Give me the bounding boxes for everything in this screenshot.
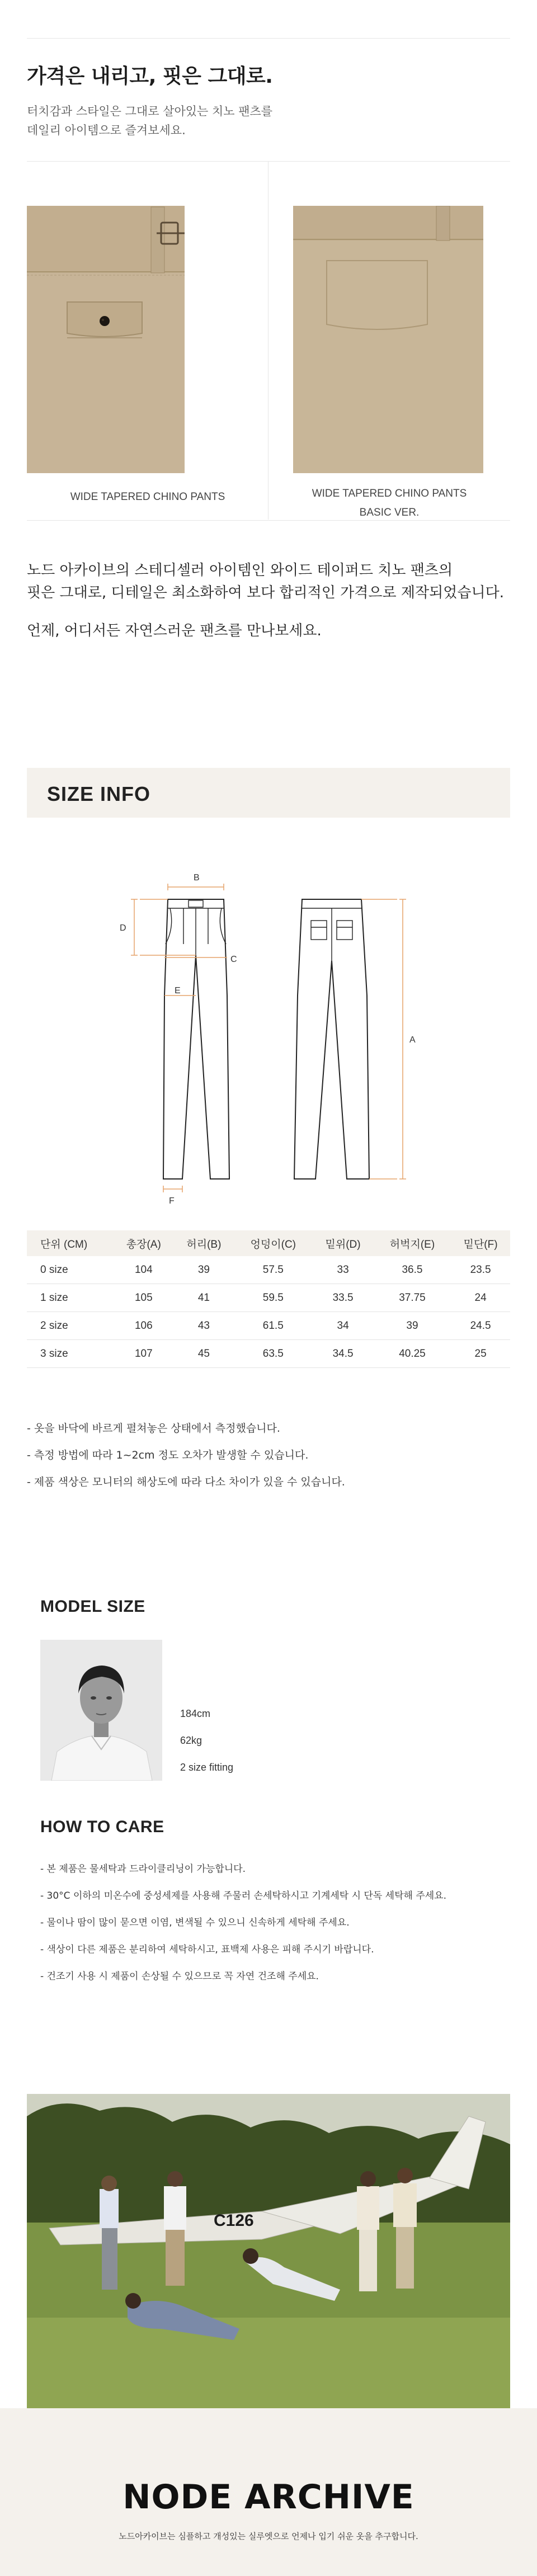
model-size-heading: MODEL SIZE xyxy=(40,1597,145,1616)
note-item: - 제품 색상은 모니터의 해상도에 따라 다소 차이가 있을 수 있습니다. xyxy=(27,1476,345,1488)
size-table-header-row xyxy=(27,1230,510,1256)
size-table-header: 허리(B) xyxy=(174,1230,234,1256)
table-cell: 63.5 xyxy=(234,1340,312,1368)
measurement-notes xyxy=(27,1415,345,1495)
table-row xyxy=(27,1340,510,1368)
table-cell: 43 xyxy=(174,1312,234,1340)
table-cell: 107 xyxy=(114,1340,174,1368)
chino-detail-photo-pocket xyxy=(27,206,185,473)
top-divider xyxy=(27,38,510,39)
page-title: 가격은 내리고, 핏은 그대로. xyxy=(27,65,273,88)
size-table-header: 밑위(D) xyxy=(312,1230,373,1256)
table-cell: 3 size xyxy=(27,1340,114,1368)
intro-subtitle-line: 터치감과 스타일은 그대로 살아있는 치노 팬츠를 xyxy=(27,105,273,118)
care-item: - 건조기 사용 시 제품이 손상될 수 있으므로 꼭 자연 건조해 주세요. xyxy=(40,1971,319,1982)
table-cell: 57.5 xyxy=(234,1256,312,1284)
table-cell: 23.5 xyxy=(451,1256,510,1284)
size-table-header: 허벅지(E) xyxy=(374,1230,451,1256)
comparison-caption xyxy=(268,484,510,522)
section-divider xyxy=(27,520,510,521)
table-cell: 41 xyxy=(174,1284,234,1312)
size-table xyxy=(27,1230,510,1368)
model-weight: 62kg xyxy=(180,1735,202,1746)
chino-detail-photo-basic xyxy=(293,206,483,473)
table-cell: 0 size xyxy=(27,1256,114,1284)
diagram-label-e: E xyxy=(175,986,181,996)
description-line: 노드 아카이브의 스테디셀러 아이템인 와이드 테이퍼드 치노 팬츠의 xyxy=(27,562,453,579)
comparison-caption-line: BASIC VER. xyxy=(359,507,420,518)
model-info xyxy=(180,1700,233,1781)
diagram-label-b: B xyxy=(194,873,200,883)
lifestyle-photo xyxy=(27,2094,510,2416)
description-line: 핏은 그대로, 디테일은 최소화하여 보다 합리적인 가격으로 제작되었습니다. xyxy=(27,584,504,601)
table-cell: 33.5 xyxy=(312,1284,373,1312)
how-to-care-heading: HOW TO CARE xyxy=(40,1818,164,1836)
size-table-header: 총장(A) xyxy=(114,1230,174,1256)
brand-logo: NODE ARCHIVE xyxy=(123,2478,414,2517)
intro-subtitle-line: 데일리 아이템으로 즐겨보세요. xyxy=(27,124,186,137)
section-divider xyxy=(27,161,510,162)
table-cell: 33 xyxy=(312,1256,373,1284)
care-instructions xyxy=(40,1856,446,1990)
table-cell: 104 xyxy=(114,1256,174,1284)
table-cell: 36.5 xyxy=(374,1256,451,1284)
plane-registration: C126 xyxy=(214,2211,254,2230)
diagram-label-f: F xyxy=(169,1196,175,1206)
table-cell: 59.5 xyxy=(234,1284,312,1312)
diagram-label-a: A xyxy=(409,1035,416,1045)
table-cell: 106 xyxy=(114,1312,174,1340)
model-height: 184cm xyxy=(180,1708,211,1719)
table-cell: 24 xyxy=(451,1284,510,1312)
table-cell: 24.5 xyxy=(451,1312,510,1340)
size-table-header: 엉덩이(C) xyxy=(234,1230,312,1256)
table-cell: 40.25 xyxy=(374,1340,451,1368)
note-item: - 측정 방법에 따라 1~2cm 정도 오차가 발생할 수 있습니다. xyxy=(27,1449,309,1461)
table-cell: 34 xyxy=(312,1312,373,1340)
comparison-caption: WIDE TAPERED CHINO PANTS xyxy=(70,491,225,503)
model-photo xyxy=(40,1640,162,1781)
size-info-banner xyxy=(27,768,510,818)
table-cell: 2 size xyxy=(27,1312,114,1340)
diagram-label-c: C xyxy=(230,955,237,964)
table-cell: 39 xyxy=(174,1256,234,1284)
care-item: - 색상이 다른 제품은 분리하여 세탁하시고, 표백제 사용은 피해 주시기 바랍니다. xyxy=(40,1944,374,1955)
size-info-heading: SIZE INFO xyxy=(47,782,151,805)
size-table-header: 밑단(F) xyxy=(451,1230,510,1256)
description-closing: 언제, 어디서든 자연스러운 팬츠를 만나보세요. xyxy=(27,622,322,639)
table-cell: 37.75 xyxy=(374,1284,451,1312)
table-row xyxy=(27,1284,510,1312)
table-row xyxy=(27,1312,510,1340)
table-cell: 39 xyxy=(374,1312,451,1340)
brand-tagline: 노드아카이브는 심플하고 개성있는 실루엣으로 언제나 입기 쉬운 옷을 추구합니다. xyxy=(119,2531,418,2541)
comparison-caption-line: WIDE TAPERED CHINO PANTS xyxy=(312,488,467,499)
model-fitting: 2 size fitting xyxy=(180,1762,234,1773)
table-cell: 25 xyxy=(451,1340,510,1368)
table-cell: 45 xyxy=(174,1340,234,1368)
size-diagram xyxy=(112,866,425,1212)
table-row xyxy=(27,1256,510,1284)
care-item: - 물이나 땀이 많이 묻으면 이염, 변색될 수 있으니 신속하게 세탁해 주세요. xyxy=(40,1917,350,1928)
product-description xyxy=(27,559,519,642)
table-cell: 105 xyxy=(114,1284,174,1312)
diagram-label-d: D xyxy=(120,923,126,933)
care-item: - 30°C 이하의 미온수에 중성세제를 사용해 주물러 손세탁하시고 기계세탁 시 단독 세탁해 주세요. xyxy=(40,1890,446,1902)
table-cell: 34.5 xyxy=(312,1340,373,1368)
table-cell: 1 size xyxy=(27,1284,114,1312)
note-item: - 옷을 바닥에 바르게 펼쳐놓은 상태에서 측정했습니다. xyxy=(27,1422,280,1435)
intro-subtitle xyxy=(27,102,272,140)
care-item: - 본 제품은 물세탁과 드라이클리닝이 가능합니다. xyxy=(40,1863,246,1875)
size-table-header: 단위 (CM) xyxy=(27,1230,114,1256)
table-cell: 61.5 xyxy=(234,1312,312,1340)
